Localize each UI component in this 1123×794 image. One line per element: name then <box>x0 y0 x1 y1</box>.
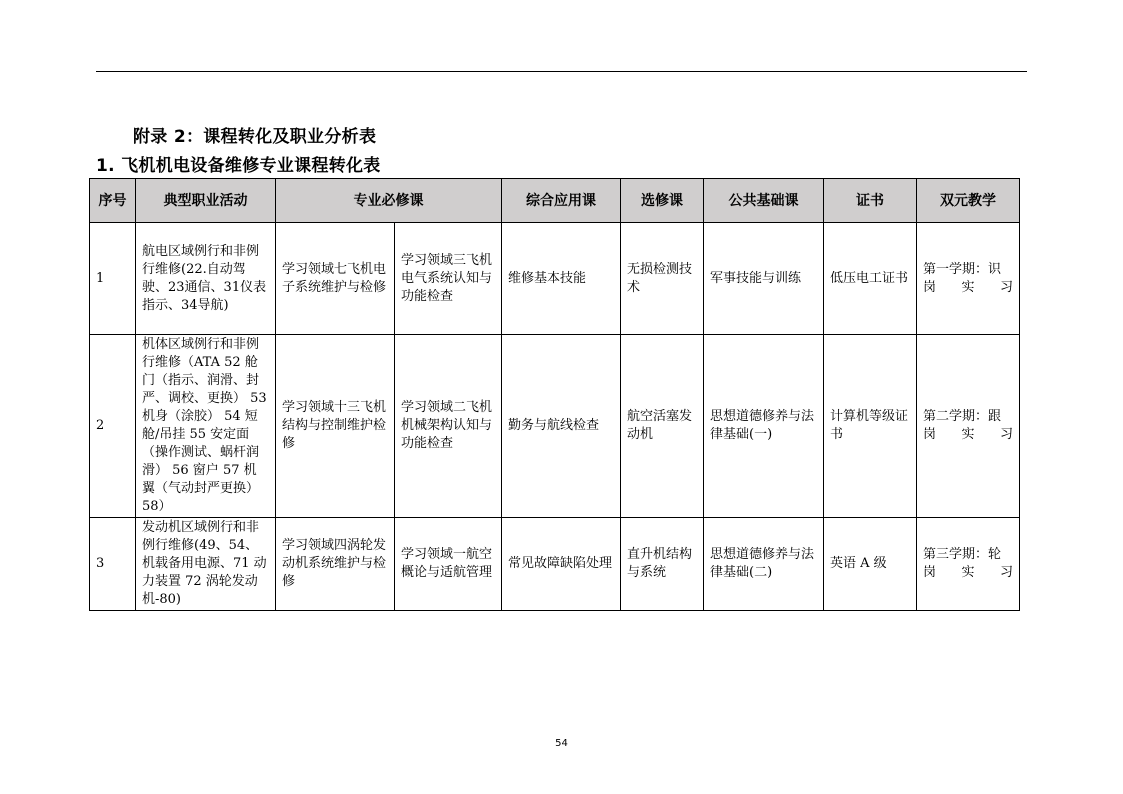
cell-dual: 第一学期：识岗实习 <box>917 223 1020 335</box>
cell-public-basic: 思想道德修养与法律基础(一) <box>704 335 824 518</box>
table-row <box>90 518 1020 611</box>
cell-certificate: 低压电工证书 <box>824 223 917 335</box>
col-header-dual: 双元教学 <box>917 179 1020 223</box>
cell-activity: 发动机区域例行和非例行维修(49、54、机载备用电源、71 动力装置 72 涡轮发动机-80) <box>136 518 276 611</box>
cell-dual: 第二学期：跟岗实习 <box>917 335 1020 518</box>
cell-applied: 常见故障缺陷处理 <box>502 518 621 611</box>
cell-required-a: 学习领域四涡轮发动机系统维护与检修 <box>276 518 395 611</box>
course-conversion-table <box>89 178 1020 611</box>
col-header-public-basic: 公共基础课 <box>704 179 824 223</box>
cell-elective: 无损检测技术 <box>621 223 704 335</box>
cell-public-basic: 思想道德修养与法律基础(二) <box>704 518 824 611</box>
col-header-elective: 选修课 <box>621 179 704 223</box>
header-rule <box>96 71 1027 72</box>
cell-required-b: 学习领域一航空概论与适航管理 <box>395 518 502 611</box>
page-number: 54 <box>555 738 568 749</box>
cell-activity: 机体区域例行和非例行维修（ATA 52 舱门（指示、润滑、封严、调校、更换） 53 机身（涂胶） 54 短舱/吊挂 55 安定面（操作测试、蜗杆润滑） 56 窗户 57 机翼（气动封严更换） 58） <box>136 335 276 518</box>
col-header-certificate: 证书 <box>824 179 917 223</box>
col-header-activity: 典型职业活动 <box>136 179 276 223</box>
table-header-row <box>90 179 1020 223</box>
cell-public-basic: 军事技能与训练 <box>704 223 824 335</box>
cell-certificate: 计算机等级证书 <box>824 335 917 518</box>
col-header-applied: 综合应用课 <box>502 179 621 223</box>
cell-certificate: 英语 A 级 <box>824 518 917 611</box>
cell-required-a: 学习领域十三飞机结构与控制维护检修 <box>276 335 395 518</box>
cell-required-b: 学习领域三飞机电气系统认知与功能检查 <box>395 223 502 335</box>
cell-elective: 直升机结构与系统 <box>621 518 704 611</box>
table-row <box>90 223 1020 335</box>
appendix-title: 附录 2：课程转化及职业分析表 <box>133 127 377 147</box>
cell-required-a: 学习领域七飞机电子系统维护与检修 <box>276 223 395 335</box>
section-title: 1. 飞机机电设备维修专业课程转化表 <box>96 156 381 176</box>
cell-dual: 第三学期：轮岗实习 <box>917 518 1020 611</box>
cell-applied: 勤务与航线检查 <box>502 335 621 518</box>
col-header-required: 专业必修课 <box>276 179 502 223</box>
cell-seq: 3 <box>90 518 136 611</box>
cell-applied: 维修基本技能 <box>502 223 621 335</box>
cell-activity: 航电区域例行和非例行维修(22.自动驾驶、23通信、31仪表指示、34导航) <box>136 223 276 335</box>
cell-seq: 2 <box>90 335 136 518</box>
col-header-seq: 序号 <box>90 179 136 223</box>
table-row <box>90 335 1020 518</box>
cell-required-b: 学习领域二飞机机械架构认知与功能检查 <box>395 335 502 518</box>
cell-elective: 航空活塞发动机 <box>621 335 704 518</box>
cell-seq: 1 <box>90 223 136 335</box>
